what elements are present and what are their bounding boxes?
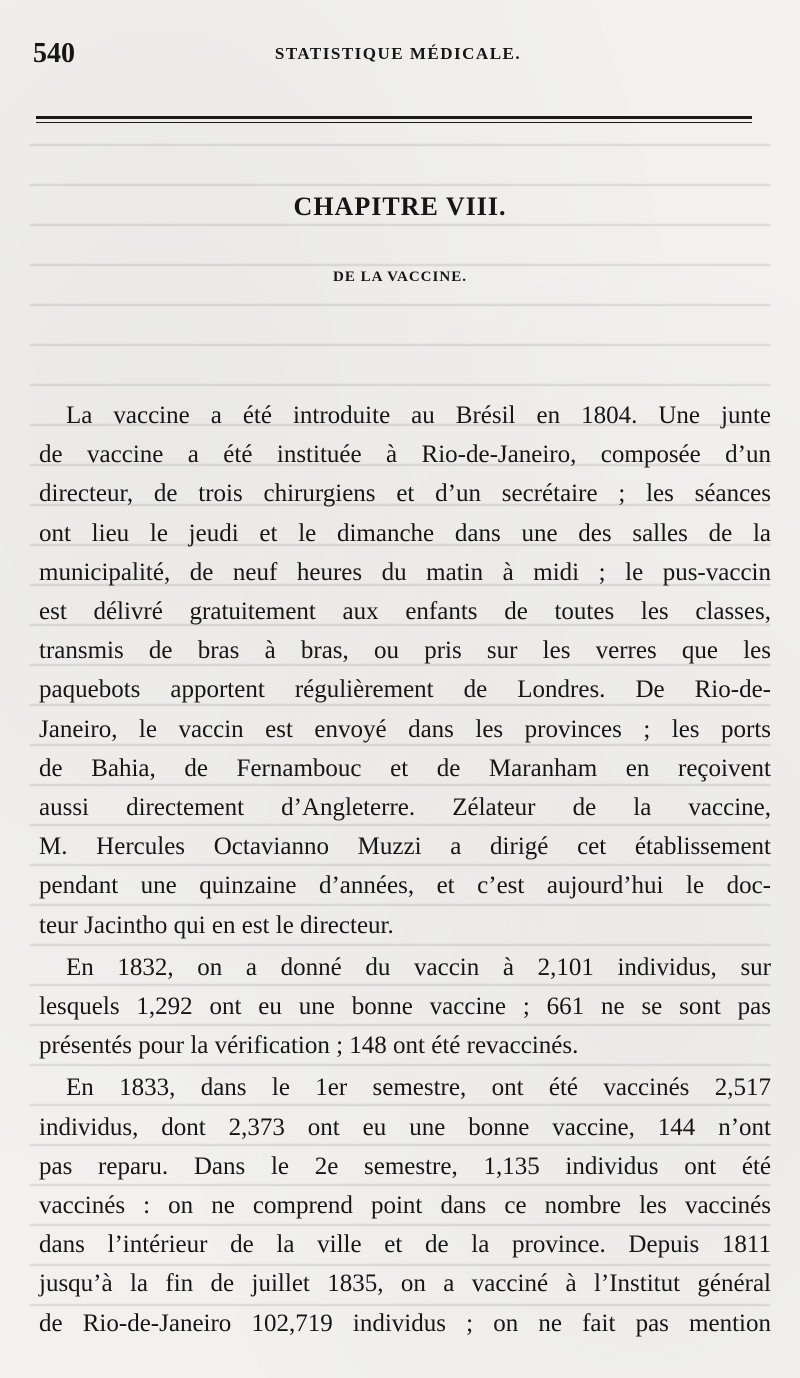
text-line: municipalité, de neuf heures du matin à midi ; le pus-vaccin (39, 558, 771, 586)
text-line: ont lieu le jeudi et le dimanche dans une des salles de la (39, 519, 771, 547)
text-line: En 1832, on a donné du vaccin à 2,101 individus, sur (66, 953, 771, 981)
text-line: Janeiro, le vaccin est envoyé dans les provinces ; les ports (39, 715, 771, 743)
text-line: directeur, de trois chirurgiens et d’un secrétaire ; les séances (39, 480, 771, 508)
text-line: vaccinés : on ne comprend point dans ce nombre les vaccinés (39, 1192, 771, 1220)
text-line: transmis de bras à bras, ou pris sur les verres que les (39, 637, 771, 665)
text-line: jusqu’à la fin de juillet 1835, on a vacciné à l’Institut général (39, 1270, 771, 1298)
paragraph-1 (39, 396, 771, 945)
header-rule-thin (36, 122, 752, 123)
paragraph-2 (39, 948, 771, 1066)
text-line: est délivré gratuitement aux enfants de toutes les classes, (39, 598, 771, 626)
chapter-title: CHAPITRE VIII. (293, 192, 507, 221)
text-line: individus, dont 2,373 ont eu une bonne vaccine, 144 n’ont (39, 1113, 771, 1141)
text-line: teur Jacintho qui en est le directeur. (39, 911, 394, 939)
paragraph-3 (39, 1068, 771, 1342)
text-line: de Rio-de-Janeiro 102,719 individus ; on ne fait pas mention (39, 1309, 771, 1337)
page-number: 540 (33, 38, 75, 69)
body-text (39, 396, 771, 1343)
text-line: En 1833, dans le 1er semestre, ont été vaccinés 2,517 (66, 1074, 771, 1102)
text-line: de vaccine a été instituée à Rio-de-Janeiro, composée d’un (39, 441, 771, 469)
text-line: La vaccine a été introduite au Brésil en 1804. Une junte (66, 402, 771, 429)
text-line: dans l’intérieur de la ville et de la province. Depuis 1811 (39, 1231, 771, 1259)
header-rule-thick (36, 116, 752, 119)
running-title: STATISTIQUE MÉDICALE. (274, 44, 522, 63)
text-line: de Bahia, de Fernambouc et de Maranham en reçoivent (39, 754, 771, 782)
text-line: pas reparu. Dans le 2e semestre, 1,135 individus ont été (39, 1152, 771, 1180)
page-header (33, 38, 763, 72)
text-line: lesquels 1,292 ont eu une bonne vaccine ; 661 ne se sont pas (39, 993, 771, 1021)
text-line: aussi directement d’Angleterre. Zélateur de la vaccine, (39, 794, 771, 822)
text-line: présentés pour la vérification ; 148 ont été revaccinés. (39, 1032, 579, 1060)
text-line: paquebots apportent régulièrement de Londres. De Rio-de- (39, 676, 771, 704)
section-title: DE LA VACCINE. (333, 269, 467, 285)
text-line: M. Hercules Octavianno Muzzi a dirigé cet établissement (39, 833, 771, 861)
text-line: pendant une quinzaine d’années, et c’est aujourd’hui le doc- (39, 872, 771, 900)
